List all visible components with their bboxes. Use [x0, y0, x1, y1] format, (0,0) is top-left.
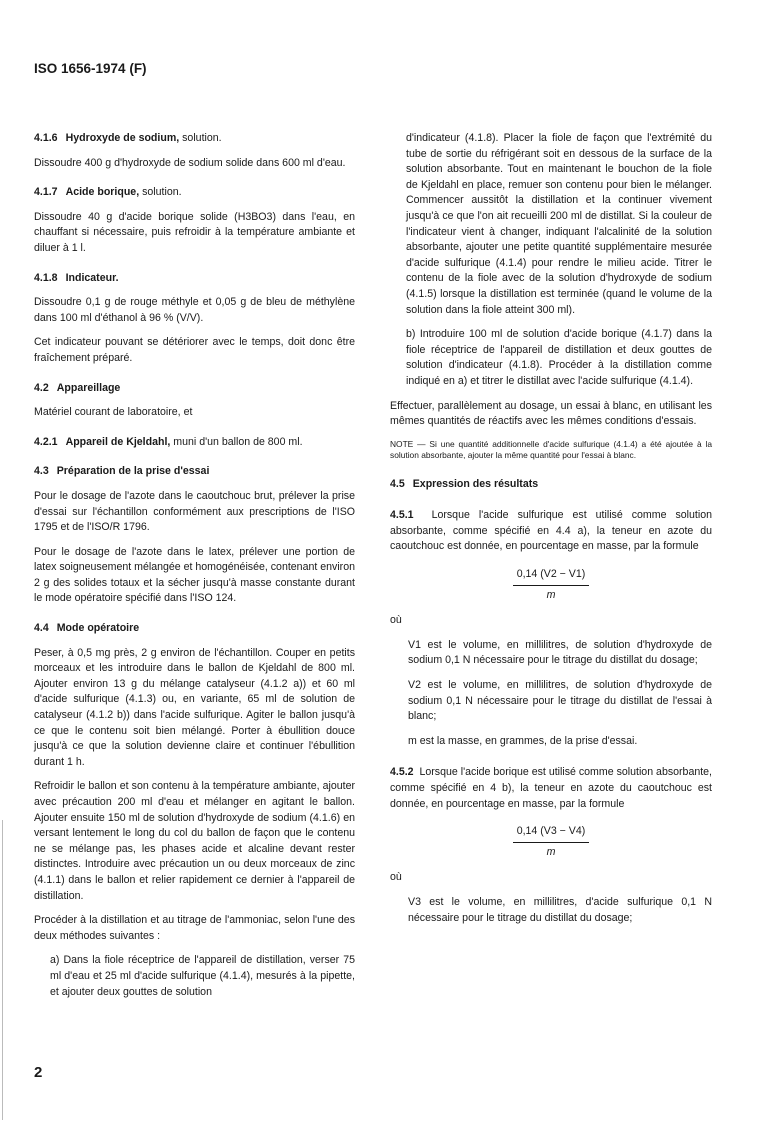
page-number: 2: [34, 1064, 43, 1081]
formula-numerator: 0,14 (V2 − V1): [516, 568, 586, 581]
paragraph: Dissoudre 400 g d'hydroxyde de sodium solide dans 600 ml d'eau.: [34, 156, 346, 169]
formula-numerator: 0,14 (V3 − V4): [516, 825, 586, 838]
list-item-a-continued: d'indicateur (4.1.8). Placer la fiole de façon que l'extrémité du tube de sortie du réfrigérant soit en dessous de la surface de la solution absorbante. Tout en maintenant le bouchon de la fiole de Kjeldahl en place, remuer son contenu pour bien le mélanger. Commencer aussitôt la distillation et la continuer vivement jusqu'à ce que l'on ait recueilli 200 ml de distillat. Si la couleur de l'indicateur vient à changer, indiquant l'alcalinité de la solution absorbante, ajouter une petite quantité supplémentaire mesurée d'acide sulfurique (4.1.4) pour rendre le milieu acide. Titrer le contenu de la fiole avec de la solution d'hydroxyde de sodium (4.1.5) lorsque la distillation est terminée (quand le volume de la solution dans la fiole atteint 300 ml).: [406, 132, 712, 316]
paragraph-4-5-2: 4.5.2 Lorsque l'acide borique est utilisé comme solution absorbante, comme spécifié en 4 b), la teneur en azote du caoutchouc est donnée, en pourcentage en masse, par la formule: [390, 766, 712, 810]
heading-4-2: 4.2 Appareillage: [34, 381, 121, 394]
paragraph-4-5-1: 4.5.1 Lorsque l'acide sulfurique est utilisé comme solution absorbante, comme spécifié en 4.4 a), la teneur en azote du caoutchouc est donnée, en pourcentage en masse, par la formule: [390, 509, 712, 553]
formula-denominator: m: [546, 845, 556, 858]
paragraph-ou: où: [390, 614, 402, 627]
variable-v1: V1 est le volume, en millilitres, de solution d'hydroxyde de sodium 0,1 N nécessaire pour le titrage du distillat du dosage;: [408, 638, 712, 667]
right-column: [390, 131, 712, 935]
paragraph: Pour le dosage de l'azote dans le latex, prélever une portion de latex soigneusement mélangée et homogénéisée, contenant environ 2 g des solides totaux et la sécher jusqu'à masse constante durant le mode opératoire spécifié dans l'ISO 124.: [34, 545, 355, 605]
paragraph: Matériel courant de laboratoire, et: [34, 406, 193, 419]
heading-4-5: 4.5 Expression des résultats: [390, 477, 539, 490]
paragraph: Refroidir le ballon et son contenu à la température ambiante, ajouter avec précaution 200 ml d'eau et mélanger en agitant le ballon. Ajouter ensuite 150 ml de solution d'hydroxyde de sodium (4.1.6) en versant lentement le long du col du ballon de façon que le contenu ne se mélange pas, les phases acide et alcaline devant rester distinctes. Introduire avec précaution un ou deux morceaux de zinc (4.1.1) dans le ballon et relier rapidement ce dernier à l'appareil de distillation.: [34, 780, 355, 902]
list-item-a: a) Dans la fiole réceptrice de l'appareil de distillation, verser 75 ml d'eau et 25 ml d'acide sulfurique (4.1.4), mesurés à la pipette, et ajouter deux gouttes de solution: [50, 954, 355, 998]
paragraph: Cet indicateur pouvant se détériorer avec le temps, doit donc être fraîchement préparé.: [34, 336, 355, 364]
left-column: [34, 131, 355, 1009]
heading-4-3: 4.3 Préparation de la prise d'essai: [34, 465, 210, 478]
list-item-b: b) Introduire 100 ml de solution d'acide borique (4.1.7) dans la fiole réceptrice de l'appareil de distillation et deux gouttes de solution d'indicateur (4.1.8). Procéder à la distillation comme indiqué en a) et titrer le distillat avec l'acide sulfurique (4.1.4).: [406, 328, 712, 387]
note: NOTE — Si une quantité additionnelle d'acide sulfurique (4.1.4) a été ajoutée à la solution absorbante, ajouter la même quantité pour l'essai à blanc.: [390, 438, 712, 460]
variable-m: m est la masse, en grammes, de la prise d'essai.: [408, 734, 638, 747]
formula-1: [390, 567, 712, 603]
heading-4-2-1: 4.2.1 Appareil de Kjeldahl, muni d'un ballon de 800 ml.: [34, 435, 303, 448]
formula-denominator: m: [546, 588, 556, 601]
paragraph: Dissoudre 40 g d'acide borique solide (H3BO3) dans l'eau, en chauffant si nécessaire, puis refroidir à la température ambiante et diluer à 1 l.: [34, 210, 355, 254]
variable-v3: V3 est le volume, en millilitres, d'acide sulfurique 0,1 N nécessaire pour le titrage du distillat du dosage;: [408, 895, 712, 924]
paragraph: Pour le dosage de l'azote dans le caoutchouc brut, prélever la prise d'essai sur l'échantillon conformément aux prescriptions de l'ISO 1795 et de l'ISO/R 1796.: [34, 489, 355, 534]
paragraph: Procéder à la distillation et au titrage de l'ammoniac, selon l'une des deux méthodes suivantes :: [34, 914, 355, 942]
heading-4-4: 4.4 Mode opératoire: [34, 622, 140, 635]
formula-2: [390, 824, 712, 860]
heading-4-1-7: 4.1.7 Acide borique, solution.: [34, 186, 182, 199]
variable-v2: V2 est le volume, en millilitres, de solution d'hydroxyde de sodium 0,1 N nécessaire pour le titrage du distillat de l'essai à blanc;: [408, 679, 712, 723]
paragraph: Peser, à 0,5 mg près, 2 g environ de l'échantillon. Couper en petits morceaux et les introduire dans le ballon de Kjeldahl de 800 ml. Ajouter environ 13 g du mélange catalyseur (4.1.2 a)) et 60 ml d'acide sulfurique (4.1.3) ou, en variante, 65 ml de solution de catalyseur (4.1.2 b)) dans l'acide sulfurique. Agiter le ballon jusqu'à ce que le contenu soit bien mélangé. Porter à ébullition douce jusqu'à ce que la solution devienne claire et continuer l'ébullition durant 1 h.: [34, 646, 355, 768]
heading-4-1-6: 4.1.6 Hydroxyde de sodium, solution.: [34, 132, 222, 144]
document-header: ISO 1656-1974 (F): [34, 61, 147, 76]
paragraph: Dissoudre 0,1 g de rouge méthyle et 0,05 g de bleu de méthylène dans 100 ml d'éthanol à 96 % (V/V).: [34, 296, 355, 324]
scan-margin-line: [2, 820, 3, 1120]
paragraph: Effectuer, parallèlement au dosage, un essai à blanc, en utilisant les mêmes quantités de réactifs avec les mêmes conditions d'essais.: [390, 399, 712, 428]
paragraph-ou: où: [390, 871, 402, 884]
heading-4-1-8: 4.1.8 Indicateur.: [34, 271, 119, 284]
